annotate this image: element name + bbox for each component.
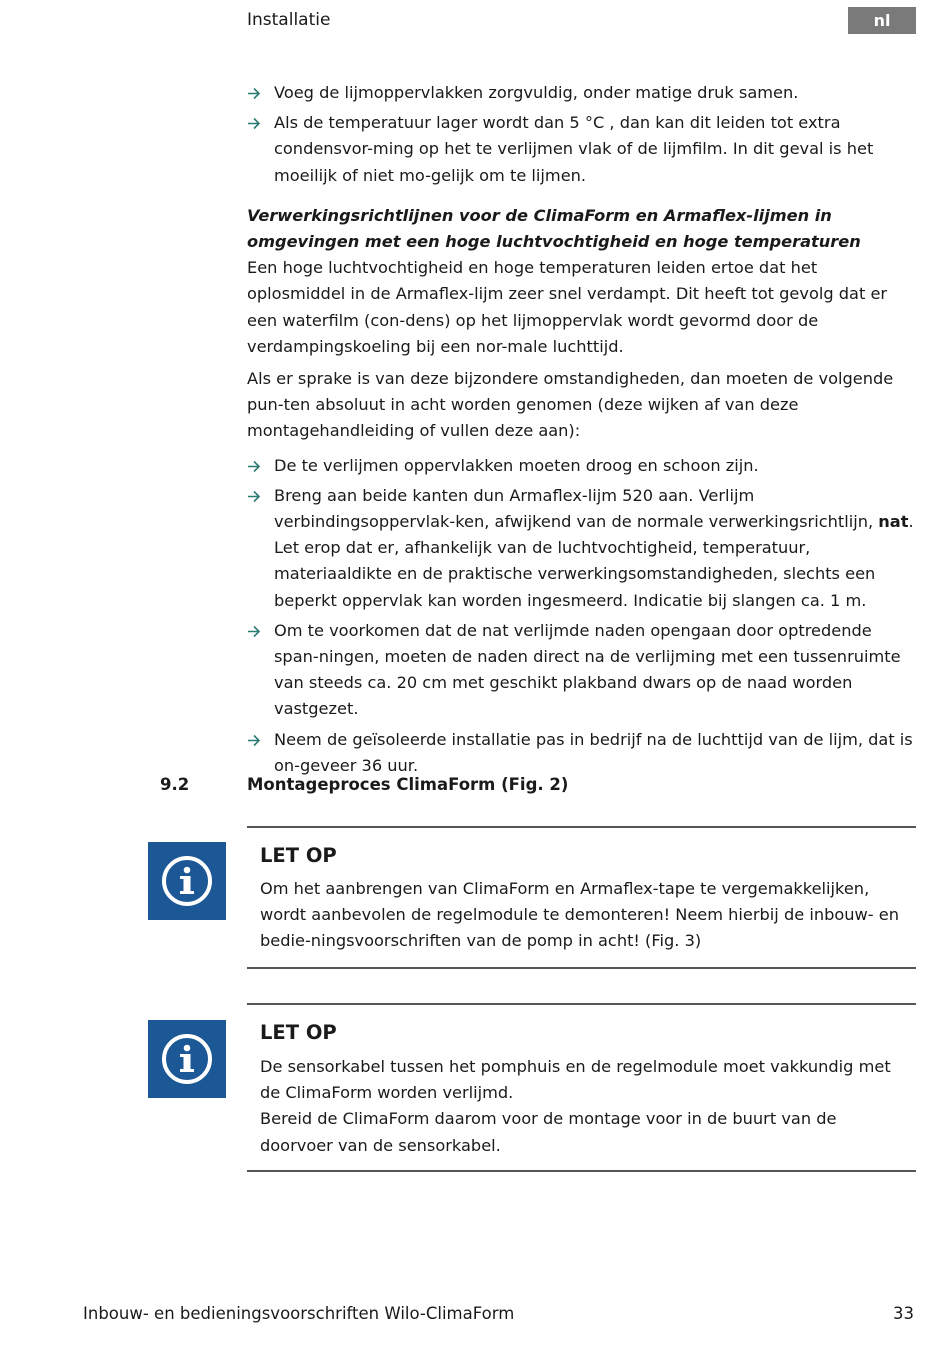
- paragraph: Als er sprake is van deze bijzondere omstandigheden, dan moeten de volgende pun-ten absoluut in acht worden genomen (deze wijken af van deze montagehandleiding of vullen deze aan):: [247, 369, 894, 441]
- list-item-text: Breng aan beide kanten dun Armaflex-lijm 520 aan. Verlijm verbindingsoppervlak-ken, afwijkend van de normale verwerkingsrichtlijn,: [274, 485, 879, 532]
- note-body-line: De sensorkabel tussen het pomphuis en de regelmodule moet vakkundig met de ClimaForm worden verlijmd.: [260, 1057, 891, 1103]
- list-item-continuation: Let erop dat er, afhankelijk van de luchtvochtigheid, temperatuur, materiaaldikte en de praktische verwerkingsomstandigheden, slechts een beperkt oppervlak kan worden ingesmeerd. Indicatie bij slangen ca. 1 m.: [274, 538, 876, 610]
- list-item: [247, 483, 917, 614]
- note-heading: LET OP: [260, 844, 337, 867]
- page-header-title: Installatie: [247, 10, 331, 30]
- note-top-rule: [247, 1003, 916, 1005]
- note-top-rule: [247, 826, 916, 828]
- page-number: 33: [893, 1304, 914, 1323]
- paragraph: Een hoge luchtvochtigheid en hoge temperaturen leiden ertoe dat het oplosmiddel in de Armaflex-lijm zeer snel verdampt. Dit heeft tot gevolg dat er een waterfilm (con-dens) op het lijmoppervlak wordt gevormd door de verdampingskoeling bij een nor-male luchttijd.: [247, 258, 888, 356]
- list-item-text: Als de temperatuur lager wordt dan 5 °C , dan kan dit leiden tot extra condensvor-ming op het te verlijmen vlak of de lijmfilm. In dit geval is het moeilijk of niet mo-gelijk om te lijmen.: [274, 113, 874, 185]
- list-item: [247, 110, 917, 189]
- punctuation: .: [908, 512, 914, 532]
- list-item-text: Neem de geïsoleerde installatie pas in bedrijf na de luchttijd van de lijm, dat is on-geveer 36 uur.: [274, 729, 913, 775]
- list-item: [247, 453, 917, 479]
- list-item-text: Voeg de lijmoppervlakken zorgvuldig, onder matige druk samen.: [274, 83, 799, 102]
- list-item-text: De te verlijmen oppervlakken moeten droog en schoon zijn.: [274, 455, 759, 475]
- arrow-right-icon: [247, 727, 261, 747]
- section-title: Montageproces ClimaForm (Fig. 2): [247, 775, 569, 794]
- arrow-right-icon: [247, 453, 261, 473]
- arrow-right-icon: [247, 618, 261, 638]
- emphasis-text: nat: [878, 512, 909, 532]
- list-item: [247, 80, 917, 106]
- note-body: [260, 1054, 910, 1159]
- list-item-text: Om te voorkomen dat de nat verlijmde naden opengaan door optredende span-ningen, moeten de naden direct na de verlijming met een tussenruimte van steeds ca. 20 cm met geschikt plakband dwars op de naad worden vastgezet.: [274, 620, 901, 719]
- note-heading: LET OP: [260, 1021, 337, 1044]
- note-body: Om het aanbrengen van ClimaForm en Armaflex-tape te vergemakkelijken, wordt aanbevolen de regelmodule te demonteren! Neem hierbij de inbouw- en bedie-ningsvoorschriften van de pomp in acht! (Fig. 3): [260, 879, 899, 951]
- subheading: Verwerkingsrichtlijnen voor de ClimaForm en Armaflex-lijmen in omgevingen met een hoge luchtvochtigheid en hoge temperaturen: [247, 205, 861, 252]
- note-body-line: Bereid de ClimaForm daarom voor de montage voor in de buurt van de doorvoer van de sensorkabel.: [260, 1109, 837, 1155]
- arrow-right-icon: [247, 483, 261, 503]
- list-item: [247, 727, 917, 779]
- info-icon: [148, 842, 226, 920]
- section-number: 9.2: [160, 775, 190, 794]
- list-item: [247, 618, 917, 723]
- main-content: [247, 80, 917, 783]
- language-badge: nl: [848, 7, 916, 34]
- footer-document-title: Inbouw- en bedieningsvoorschriften Wilo-ClimaForm: [83, 1304, 515, 1323]
- note-bottom-rule: [247, 1170, 916, 1172]
- arrow-right-icon: [247, 110, 261, 130]
- info-icon: [148, 1020, 226, 1098]
- arrow-right-icon: [247, 80, 261, 100]
- note-bottom-rule: [247, 967, 916, 969]
